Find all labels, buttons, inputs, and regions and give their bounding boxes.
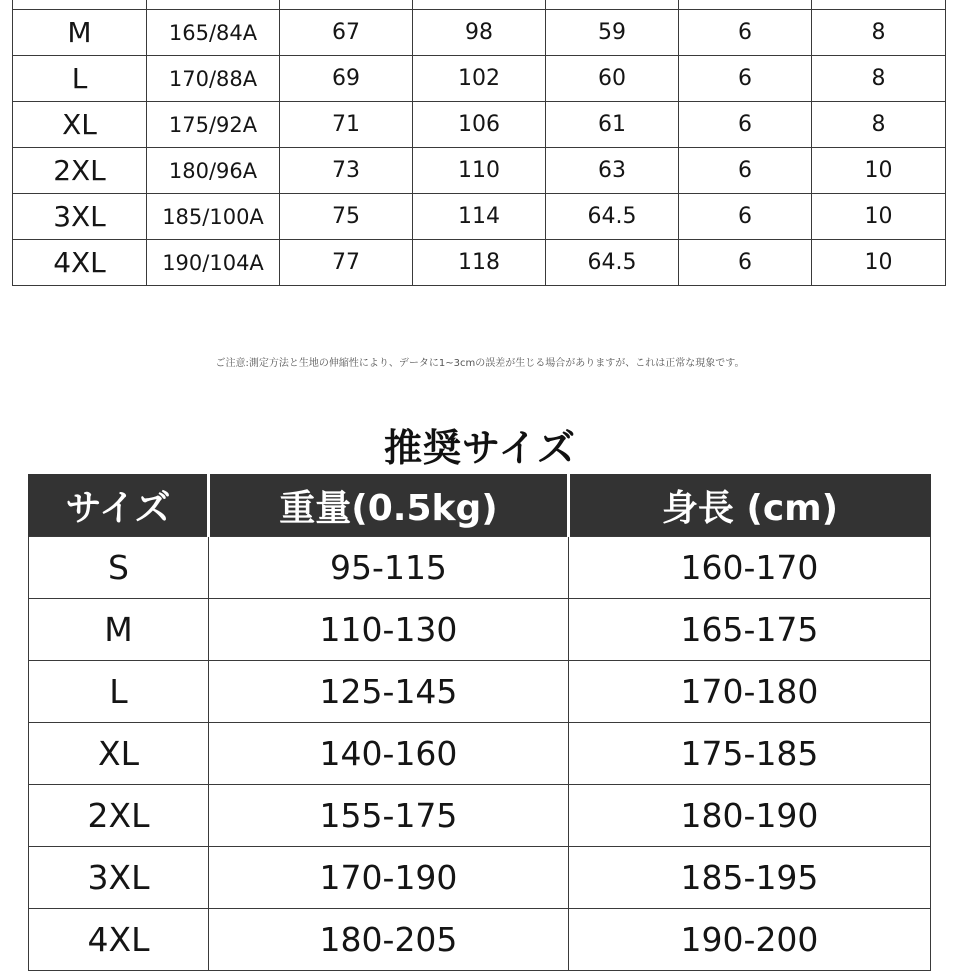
spec-value-cell: 69: [280, 56, 413, 102]
spec-table-row: [13, 240, 946, 286]
spec-value-cell: 6: [679, 148, 812, 194]
spec-table-row: [13, 194, 946, 240]
header-height: 身長 (cm): [569, 474, 931, 537]
spec-value-cell: 185/100A: [147, 194, 280, 240]
recommend-weight-cell: 95-115: [209, 537, 569, 599]
spec-size-cell: M: [13, 10, 147, 56]
recommend-header-row: [29, 474, 931, 537]
spec-value-cell: 10: [812, 148, 946, 194]
spec-value-cell: 77: [280, 240, 413, 286]
recommend-height-cell: 165-175: [569, 599, 931, 661]
spec-value-cell: 8: [812, 10, 946, 56]
recommend-weight-cell: 110-130: [209, 599, 569, 661]
spec-size-cell: XL: [13, 102, 147, 148]
spec-table-row: [13, 0, 946, 10]
spec-value-cell: 6: [679, 56, 812, 102]
recommend-table-row: [29, 723, 931, 785]
spec-value-cell: [147, 0, 280, 10]
size-spec-table: [12, 0, 946, 286]
recommend-table-row: [29, 909, 931, 971]
spec-value-cell: 64.5: [546, 240, 679, 286]
spec-table-row: [13, 56, 946, 102]
spec-value-cell: 61: [546, 102, 679, 148]
recommend-table-row: [29, 599, 931, 661]
spec-value-cell: 106: [413, 102, 546, 148]
spec-value-cell: 67: [280, 10, 413, 56]
recommend-height-cell: 175-185: [569, 723, 931, 785]
spec-value-cell: 10: [812, 194, 946, 240]
spec-value-cell: 175/92A: [147, 102, 280, 148]
spec-value-cell: 190/104A: [147, 240, 280, 286]
spec-value-cell: 6: [679, 102, 812, 148]
spec-value-cell: 59: [546, 10, 679, 56]
spec-table-row: [13, 10, 946, 56]
spec-value-cell: 118: [413, 240, 546, 286]
spec-value-cell: 110: [413, 148, 546, 194]
spec-value-cell: 102: [413, 56, 546, 102]
spec-table-row: [13, 102, 946, 148]
spec-value-cell: 170/88A: [147, 56, 280, 102]
spec-value-cell: [413, 0, 546, 10]
spec-table-row: [13, 148, 946, 194]
recommend-size-cell: S: [29, 537, 209, 599]
recommend-size-cell: 3XL: [29, 847, 209, 909]
header-size: サイズ: [29, 474, 209, 537]
spec-value-cell: 8: [812, 56, 946, 102]
spec-value-cell: 71: [280, 102, 413, 148]
recommend-weight-cell: 140-160: [209, 723, 569, 785]
recommend-table-row: [29, 661, 931, 723]
spec-size-cell: 2XL: [13, 148, 147, 194]
spec-value-cell: 60: [546, 56, 679, 102]
spec-value-cell: 165/84A: [147, 10, 280, 56]
spec-size-cell: 3XL: [13, 194, 147, 240]
recommend-size-cell: 4XL: [29, 909, 209, 971]
spec-value-cell: 6: [679, 194, 812, 240]
recommend-size-cell: L: [29, 661, 209, 723]
recommend-height-cell: 170-180: [569, 661, 931, 723]
recommend-weight-cell: 155-175: [209, 785, 569, 847]
spec-value-cell: [546, 0, 679, 10]
recommend-table-row: [29, 785, 931, 847]
recommend-height-cell: 160-170: [569, 537, 931, 599]
recommend-height-cell: 180-190: [569, 785, 931, 847]
spec-value-cell: 10: [812, 240, 946, 286]
spec-value-cell: [280, 0, 413, 10]
recommend-size-table: [28, 474, 931, 971]
recommend-table-row: [29, 847, 931, 909]
spec-value-cell: 73: [280, 148, 413, 194]
spec-value-cell: [679, 0, 812, 10]
measurement-note: ご注意:測定方法と生地の伸縮性により、データに1~3cmの誤差が生じる場合がありますが、これは正常な現象です。: [215, 358, 745, 369]
recommend-weight-cell: 180-205: [209, 909, 569, 971]
recommend-table-row: [29, 537, 931, 599]
spec-value-cell: [812, 0, 946, 10]
spec-size-cell: 4XL: [13, 240, 147, 286]
spec-value-cell: 64.5: [546, 194, 679, 240]
spec-value-cell: 75: [280, 194, 413, 240]
recommend-height-cell: 185-195: [569, 847, 931, 909]
spec-value-cell: 6: [679, 240, 812, 286]
recommend-size-cell: M: [29, 599, 209, 661]
recommend-size-cell: XL: [29, 723, 209, 785]
spec-value-cell: 63: [546, 148, 679, 194]
recommend-weight-cell: 170-190: [209, 847, 569, 909]
header-weight: 重量(0.5kg): [209, 474, 569, 537]
recommend-weight-cell: 125-145: [209, 661, 569, 723]
spec-value-cell: 114: [413, 194, 546, 240]
spec-size-cell: [13, 0, 147, 10]
spec-value-cell: 6: [679, 10, 812, 56]
recommend-height-cell: 190-200: [569, 909, 931, 971]
recommend-title: 推奨サイズ: [384, 426, 576, 470]
recommend-size-cell: 2XL: [29, 785, 209, 847]
spec-value-cell: 98: [413, 10, 546, 56]
spec-value-cell: 8: [812, 102, 946, 148]
spec-size-cell: L: [13, 56, 147, 102]
spec-value-cell: 180/96A: [147, 148, 280, 194]
